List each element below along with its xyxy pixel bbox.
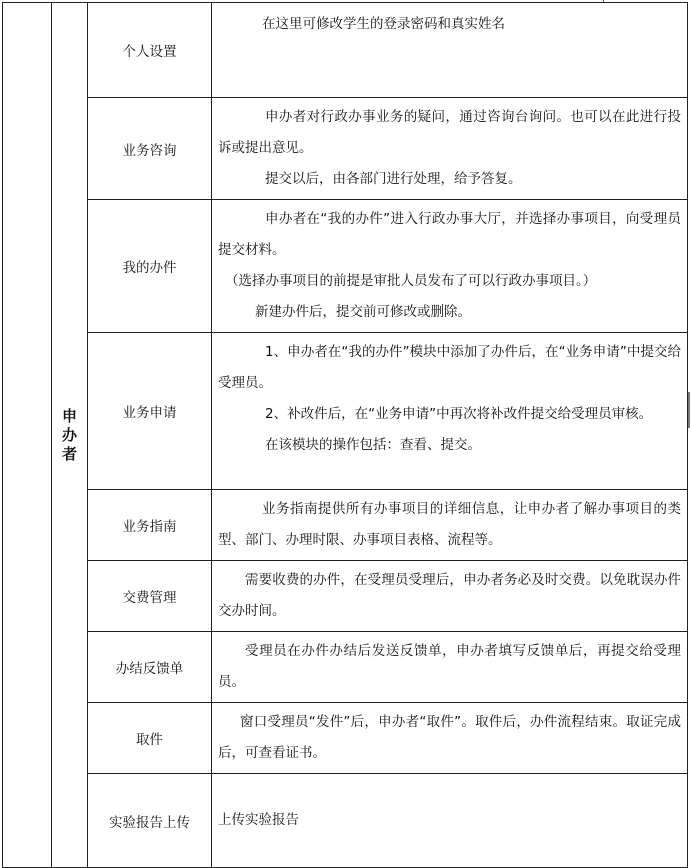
left-margin-cell [3, 3, 52, 868]
desc-line: 2、补改件后，在“业务申请”中再次将补改件提交给受理员审核。 [265, 406, 653, 422]
function-desc [212, 3, 688, 98]
function-table [2, 2, 688, 868]
function-desc [212, 333, 688, 490]
desc-line: 提交以后，由各部门进行处理，给予答复。 [265, 171, 522, 187]
function-name: 业务指南 [88, 490, 212, 561]
function-desc [212, 98, 688, 200]
table-row [3, 632, 688, 703]
desc-line: 新建办件后，提交前可修改或删除。 [255, 304, 471, 320]
function-name: 取件 [88, 703, 212, 774]
function-name: 个人设置 [88, 3, 212, 98]
function-name: 办结反馈单 [88, 632, 212, 703]
table-row [3, 703, 688, 774]
table-row [3, 98, 688, 200]
desc-line: 需要收费的办件，在受理员受理后，申办者务必及时交费。以免耽误办件交办时间。 [218, 572, 681, 619]
desc-line: 受理员在办件办结后发送反馈单，申办者填写反馈单后，再提交给受理员。 [218, 643, 681, 690]
table-row [3, 333, 688, 490]
desc-line: 业务指南提供所有办事项目的详细信息，让申办者了解办事项目的类型、部门、办理时限、办事项目表格、流程等。 [218, 501, 681, 548]
table-row [3, 3, 688, 98]
function-desc [212, 703, 688, 774]
scroll-marker [688, 392, 690, 428]
function-name: 交费管理 [88, 561, 212, 632]
desc-line: （选择办事项目的前提是审批人员发布了可以行政办事项目。） [225, 273, 597, 289]
desc-line: 1、申办者在“我的办件”模块中添加了办件后，在“业务申请”中提交给受理员。 [218, 344, 681, 391]
function-name: 业务申请 [88, 333, 212, 490]
table-row [3, 200, 688, 333]
role-label: 申办者 [61, 406, 77, 463]
function-desc [212, 561, 688, 632]
desc-line: 窗口受理员“发件”后，申办者“取件”。取件后，办件流程结束。取证完成后，可查看证书。 [218, 714, 681, 761]
table-row [3, 490, 688, 561]
function-name: 我的办件 [88, 200, 212, 333]
function-desc [212, 632, 688, 703]
function-desc [212, 774, 688, 868]
table-row [3, 774, 688, 868]
function-desc [212, 200, 688, 333]
function-name: 业务咨询 [88, 98, 212, 200]
role-cell [52, 3, 88, 868]
desc-line: 上传实验报告 [218, 812, 299, 828]
function-desc [212, 490, 688, 561]
desc-line: 在该模块的操作包括：查看、提交。 [265, 437, 481, 453]
desc-line: 申办者对行政办事业务的疑问，通过咨询台询问。也可以在此进行投诉或提出意见。 [218, 109, 681, 156]
desc-line: 申办者在“我的办件”进入行政办事大厅，并选择办事项目，向受理员提交材料。 [218, 211, 681, 258]
desc-line: 在这里可修改学生的登录密码和真实姓名 [262, 16, 505, 32]
table-row [3, 561, 688, 632]
function-name: 实验报告上传 [88, 774, 212, 868]
